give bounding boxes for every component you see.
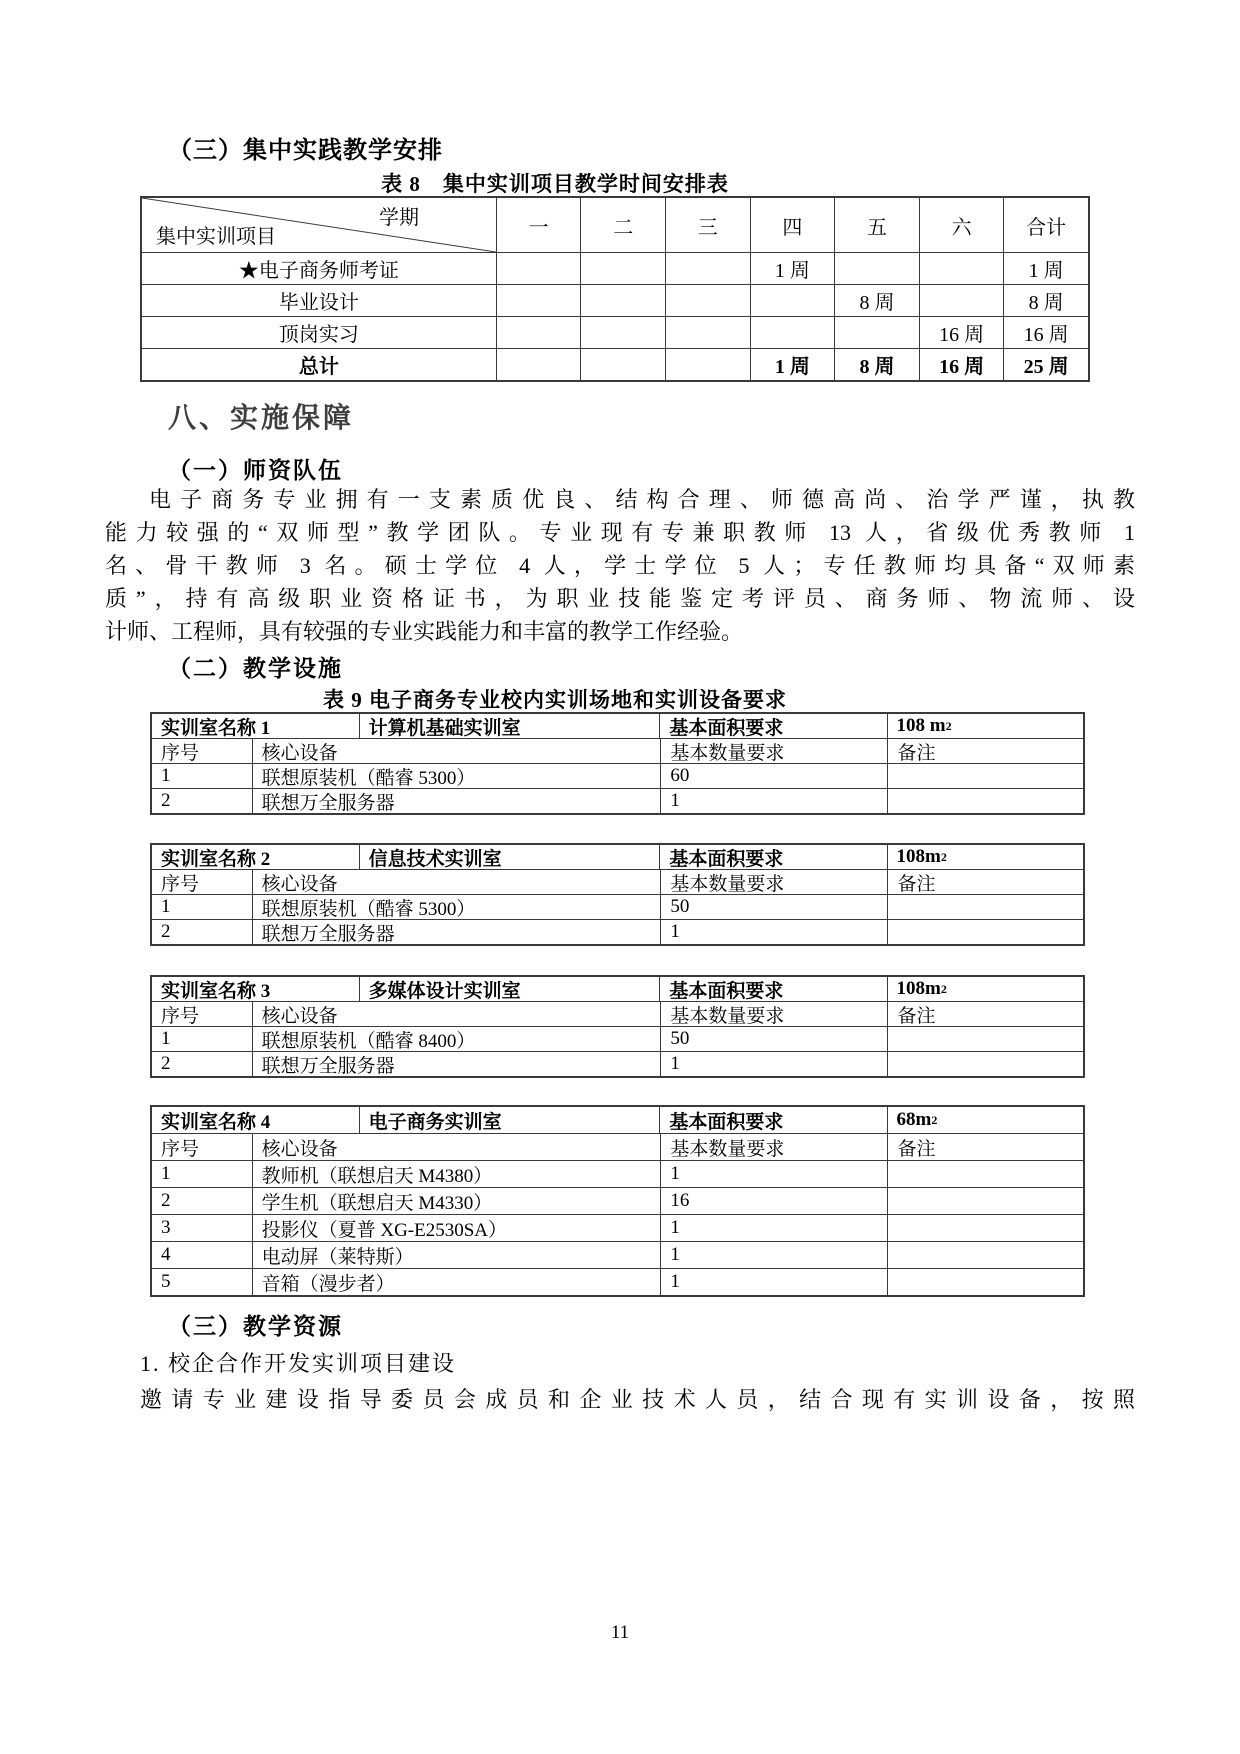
table8-caption: 表 8 集中实训项目教学时间安排表 [381,172,729,196]
table9-caption: 表 9 电子商务专业校内实训场地和实训设备要求 [323,688,787,712]
table8-col-3: 三 [665,198,750,252]
col-note-label: 备注 [887,739,1083,763]
lab-table-4 [150,1105,1085,1297]
table8-header-row [142,198,1088,252]
lab4-row-3 [152,1214,1083,1241]
cell [496,285,581,316]
paragraph-line: 质”，持有高级职业资格证书，为职业技能鉴定考评员、商务师、物流师、设 [105,586,1135,611]
cell-qty: 16 [660,1188,887,1214]
cell [665,253,750,284]
cell-note [887,920,1083,944]
area-number: 108m [896,978,941,999]
table8-col-total: 合计 [1003,198,1088,252]
cell [496,317,581,348]
lab2-row-2 [152,919,1083,944]
chapter-heading-implementation-guarantee: 八、实施保障 [168,402,355,433]
cell-qty: 1 [660,1242,887,1268]
cell-note [887,895,1083,919]
cell: 8 周 [834,349,919,380]
lab2-title-row [152,845,1083,869]
paragraph-line: 计师、工程师，具有较强的专业实践能力和丰富的教学工作经验。 [105,619,744,644]
lab3-row-2 [152,1051,1083,1076]
lab-room-name: 多媒体设计实训室 [359,977,660,1001]
table8-col-2: 二 [580,198,665,252]
cell-device: 音箱（漫步者） [252,1269,661,1295]
cell-note [887,1242,1083,1268]
subsection-heading-resources: （三）教学资源 [168,1314,343,1339]
cell-device: 联想万全服务器 [252,789,661,813]
lab1-row-2 [152,788,1083,813]
lab3-subheader-row [152,1001,1083,1026]
lab4-title-row [152,1107,1083,1133]
cell-no: 2 [161,1190,171,1211]
cell-device: 学生机（联想启天 M4330） [252,1188,661,1214]
lab-area-label: 基本面积要求 [659,977,886,1001]
lab-room-name: 电子商务实训室 [359,1107,660,1133]
resources-paragraph: 邀请专业建设指导委员会成员和企业技术人员，结合现有实训设备，按照 [140,1387,1135,1412]
cell-device: 联想原装机（酷睿 5300） [252,895,661,919]
lab-room-name: 计算机基础实训室 [359,714,660,738]
lab4-row-5 [152,1268,1083,1295]
lab-name-label: 实训室名称 4 [161,1111,271,1133]
col-device-label: 核心设备 [252,1134,661,1160]
cell-no: 1 [161,1028,171,1049]
row-label: 总计 [298,356,339,378]
cell [665,317,750,348]
lab2-row-1 [152,894,1083,919]
row-label: ★电子商务师考证 [238,260,399,282]
col-no-label: 序号 [161,873,200,894]
lab-table-3 [150,975,1085,1078]
page-number: 11 [610,1622,630,1643]
table8-schedule [140,196,1090,382]
cell-qty: 1 [660,1269,887,1295]
area-number: 68m [896,1109,932,1130]
cell-device: 联想万全服务器 [252,920,661,944]
lab4-subheader-row [152,1133,1083,1160]
lab1-row-1 [152,763,1083,788]
row-label: 顶岗实习 [278,324,359,346]
cell-note [887,1161,1083,1187]
subsection-heading-facilities: （二）教学设施 [168,656,343,681]
cell-no: 4 [161,1244,171,1265]
lab-table-1 [150,712,1085,815]
area-number: 108m [896,846,941,867]
cell: 1 周 [750,253,835,284]
table8-col-6: 六 [919,198,1004,252]
cell [496,349,581,380]
area-exponent: 2 [945,719,952,733]
resources-item-1: 1. 校企合作开发实训项目建设 [140,1351,457,1376]
lab4-row-1 [152,1160,1083,1187]
cell-note [887,764,1083,788]
cell [750,317,835,348]
lab-name-label: 实训室名称 2 [161,848,271,869]
lab-name-label: 实训室名称 1 [161,717,271,738]
cell [580,349,665,380]
lab2-subheader-row [152,869,1083,894]
cell-device: 联想原装机（酷睿 8400） [252,1027,661,1051]
table8-row-internship [142,316,1088,348]
cell-no: 2 [161,921,171,942]
cell [665,349,750,380]
cell-total: 25 周 [1003,349,1088,380]
lab-area-label: 基本面积要求 [659,1107,886,1133]
col-note-label: 备注 [887,870,1083,894]
cell [496,253,581,284]
cell-note [887,1215,1083,1241]
cell-note [887,1269,1083,1295]
cell-no: 3 [161,1217,171,1238]
cell-qty: 1 [660,1161,887,1187]
cell-no: 1 [161,896,171,917]
lab-area-label: 基本面积要求 [659,714,886,738]
cell [750,285,835,316]
cell [919,285,1004,316]
lab-area-value [887,1107,1083,1133]
faculty-paragraph [105,483,1135,648]
col-no-label: 序号 [161,1138,200,1160]
cell: 16 周 [919,317,1004,348]
cell-qty: 1 [660,1215,887,1241]
col-qty-label: 基本数量要求 [660,870,887,894]
cell-no: 2 [161,790,171,811]
lab1-subheader-row [152,738,1083,763]
cell-qty: 1 [660,789,887,813]
lab4-row-2 [152,1187,1083,1214]
lab4-row-4 [152,1241,1083,1268]
area-exponent: 2 [931,1113,938,1127]
lab3-row-1 [152,1026,1083,1051]
col-qty-label: 基本数量要求 [660,1002,887,1026]
lab3-title-row [152,977,1083,1001]
cell-note [887,1188,1083,1214]
cell-qty: 60 [660,764,887,788]
paragraph-line: 能力较强的“双师型”教学团队。专业现有专兼职教师 13 人，省级优秀教师 1 [105,520,1135,545]
lab-room-name: 信息技术实训室 [359,845,660,869]
cell [919,253,1004,284]
section-heading-practice-arrangement: （三）集中实践教学安排 [168,138,443,164]
cell: 16 周 [919,349,1004,380]
cell-total: 8 周 [1003,285,1088,316]
cell-note [887,789,1083,813]
corner-label-semester: 学期 [379,207,420,229]
col-device-label: 核心设备 [252,739,661,763]
corner-label-project: 集中实训项目 [156,226,276,248]
cell: 1 周 [750,349,835,380]
lab-area-value [887,845,1083,869]
row-label: 毕业设计 [278,292,359,314]
cell-device: 联想万全服务器 [252,1052,661,1076]
table8-col-5: 五 [834,198,919,252]
cell: 8 周 [834,285,919,316]
cell-no: 5 [161,1271,171,1292]
table8-row-grand-total [142,348,1088,380]
cell-total: 1 周 [1003,253,1088,284]
paragraph-line: 名、骨干教师 3 名。硕士学位 4 人，学士学位 5 人；专任教师均具备“双师素 [105,553,1135,578]
subsection-heading-faculty: （一）师资队伍 [168,458,343,483]
lab-name-label: 实训室名称 3 [161,980,271,1001]
cell-note [887,1052,1083,1076]
cell-qty: 50 [660,895,887,919]
area-number: 108 m [896,715,946,736]
cell-no: 2 [161,1053,171,1074]
cell-device: 联想原装机（酷睿 5300） [252,764,661,788]
lab-area-label: 基本面积要求 [659,845,886,869]
col-qty-label: 基本数量要求 [660,739,887,763]
cell [834,253,919,284]
col-note-label: 备注 [887,1002,1083,1026]
lab-area-value [887,977,1083,1001]
cell-device: 投影仪（夏普 XG-E2530SA） [252,1215,661,1241]
area-exponent: 2 [940,850,947,864]
col-device-label: 核心设备 [252,1002,661,1026]
table8-col-4: 四 [750,198,835,252]
col-no-label: 序号 [161,742,200,763]
col-note-label: 备注 [887,1134,1083,1160]
paragraph-line: 电子商务专业拥有一支素质优良、结构合理、师德高尚、治学严谨，执教 [149,487,1135,512]
cell-no: 1 [161,765,171,786]
cell [580,317,665,348]
lab-area-value [887,714,1083,738]
table8-row-graduation-design [142,284,1088,316]
cell-qty: 50 [660,1027,887,1051]
table8-row-cert [142,252,1088,284]
cell-total: 16 周 [1003,317,1088,348]
cell-device: 教师机（联想启天 M4380） [252,1161,661,1187]
cell-no: 1 [161,1163,171,1184]
cell-qty: 1 [660,920,887,944]
col-no-label: 序号 [161,1005,200,1026]
col-device-label: 核心设备 [252,870,661,894]
cell [580,285,665,316]
cell-device: 电动屏（莱特斯） [252,1242,661,1268]
cell [834,317,919,348]
area-exponent: 2 [940,982,947,996]
table8-corner-cell [142,198,496,252]
lab1-title-row [152,714,1083,738]
cell [665,285,750,316]
table8-col-1: 一 [496,198,581,252]
cell [580,253,665,284]
cell-qty: 1 [660,1052,887,1076]
lab-table-2 [150,843,1085,946]
col-qty-label: 基本数量要求 [660,1134,887,1160]
cell-note [887,1027,1083,1051]
